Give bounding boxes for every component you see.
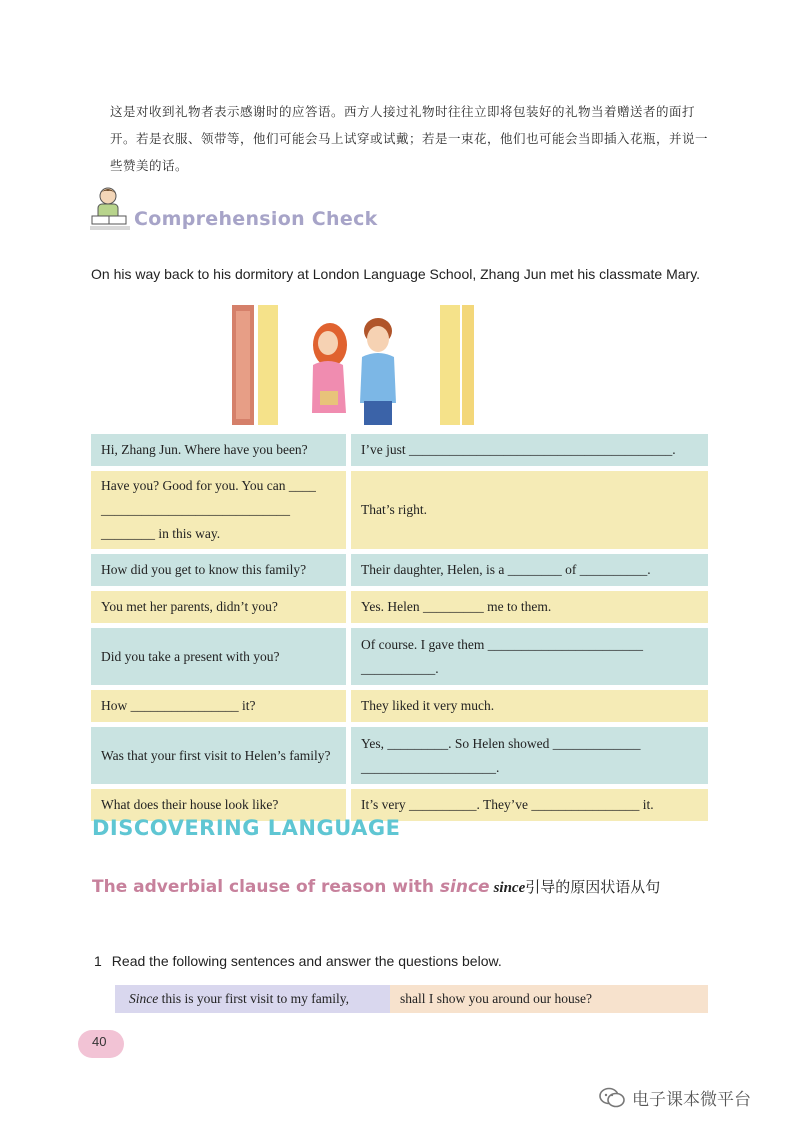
dialogue-row bbox=[91, 554, 708, 586]
dialogue-row bbox=[91, 434, 708, 466]
subtitle-english: The adverbial clause of reason with bbox=[92, 877, 440, 897]
exercise-instruction-text: Read the following sentences and answer the questions below. bbox=[111, 953, 502, 969]
subtitle-since-label: since bbox=[493, 880, 526, 896]
watermark bbox=[598, 1085, 751, 1110]
dialogue-row bbox=[91, 727, 708, 784]
reading-boy-icon bbox=[88, 186, 132, 236]
sentence-main-clause: shall I show you around our house? bbox=[390, 985, 708, 1013]
page-number: 40 bbox=[78, 1030, 124, 1058]
sentence-clause-since: Since this is your first visit to my family, bbox=[115, 985, 390, 1013]
dialogue-cell-mary: What does their house look like? bbox=[91, 789, 346, 821]
dialogue-cell-zhangjun: Their daughter, Helen, is a ________ of __________. bbox=[351, 554, 708, 586]
dialogue-row bbox=[91, 628, 708, 685]
dialogue-table bbox=[91, 434, 708, 826]
dialogue-cell-mary: Hi, Zhang Jun. Where have you been? bbox=[91, 434, 346, 466]
dialogue-row bbox=[91, 471, 708, 549]
dialogue-row bbox=[91, 591, 708, 623]
comprehension-check-heading bbox=[88, 186, 408, 236]
discovering-language-heading: DISCOVERING LANGUAGE bbox=[92, 816, 401, 840]
dialogue-cell-zhangjun: That’s right. bbox=[351, 471, 708, 549]
dialogue-cell-mary: Did you take a present with you? bbox=[91, 628, 346, 685]
wechat-icon bbox=[598, 1086, 626, 1110]
exercise-1-instruction bbox=[94, 953, 502, 969]
dialogue-cell-zhangjun: Yes, _________. So Helen showed _____________ ____________________. bbox=[351, 727, 708, 784]
dialogue-cell-mary: You met her parents, didn’t you? bbox=[91, 591, 346, 623]
comprehension-intro: On his way back to his dormitory at London Language School, Zhang Jun met his classmate Mary. bbox=[91, 266, 701, 282]
grammar-subtitle bbox=[92, 870, 732, 905]
dialogue-cell-mary: Was that your first visit to Helen’s family? bbox=[91, 727, 346, 784]
dialogue-cell-mary: How did you get to know this family? bbox=[91, 554, 346, 586]
dialogue-cell-zhangjun: I’ve just _______________________________________. bbox=[351, 434, 708, 466]
since-word: Since bbox=[129, 991, 159, 1006]
dialogue-cell-zhangjun: They liked it very much. bbox=[351, 690, 708, 722]
dialogue-cell-mary: How ________________ it? bbox=[91, 690, 346, 722]
dialogue-cell-zhangjun: Yes. Helen _________ me to them. bbox=[351, 591, 708, 623]
dialogue-row bbox=[91, 690, 708, 722]
exercise-number: 1 bbox=[94, 953, 102, 969]
dialogue-cell-zhangjun: Of course. I gave them _______________________ ___________. bbox=[351, 628, 708, 685]
subtitle-chinese: 引导的原因状语从句 bbox=[525, 878, 661, 896]
comprehension-check-title: Comprehension Check bbox=[134, 208, 378, 230]
watermark-text: 电子课本微平台 bbox=[632, 1090, 751, 1110]
intro-note: 这是对收到礼物者表示感谢时的应答语。西方人接过礼物时往往立即将包装好的礼物当着赠送者的面打开。若是衣服、领带等，他们可能会马上试穿或试戴；若是一束花，他们也可能会当即插入花瓶，并说一些赞美的话。 bbox=[110, 104, 709, 173]
dialogue-cell-mary: Have you? Good for you. You can ____ ____________________________ ________ in this way. bbox=[91, 471, 346, 549]
dialogue-cell-zhangjun: It’s very __________. They’ve ________________ it. bbox=[351, 789, 708, 821]
dialogue-illustration bbox=[228, 305, 474, 425]
example-sentence bbox=[115, 985, 708, 1013]
subtitle-since-keyword: since bbox=[439, 877, 490, 897]
